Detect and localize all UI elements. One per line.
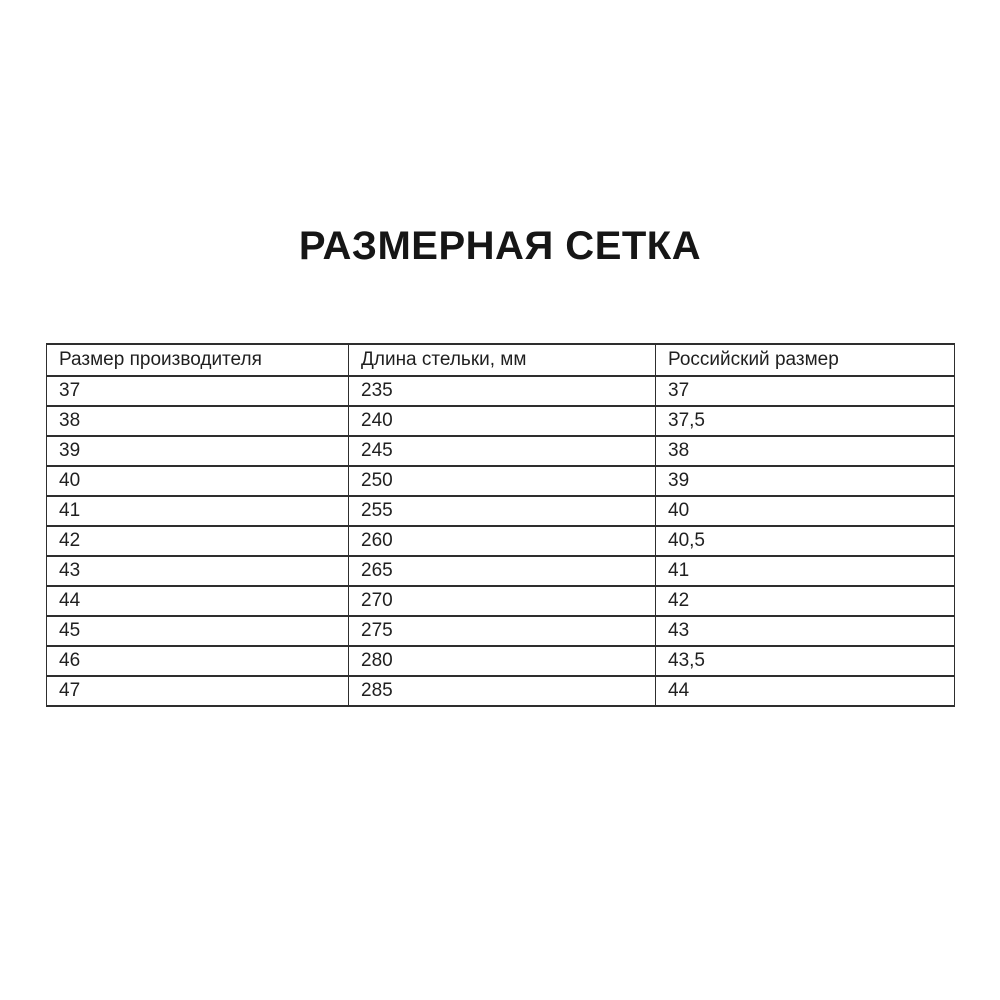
table-row [47,556,955,586]
table-row [47,676,955,706]
size-table [46,343,955,707]
cell-insole-length: 285 [349,676,656,706]
cell-manufacturer-size: 46 [47,646,349,676]
cell-manufacturer-size: 45 [47,616,349,646]
cell-russian-size: 37 [656,376,955,406]
cell-russian-size: 41 [656,556,955,586]
cell-russian-size: 40 [656,496,955,526]
cell-russian-size: 37,5 [656,406,955,436]
cell-russian-size: 40,5 [656,526,955,556]
cell-insole-length: 255 [349,496,656,526]
cell-insole-length: 245 [349,436,656,466]
header-russian-size: Российский размер [656,344,955,376]
cell-russian-size: 43,5 [656,646,955,676]
table-row [47,376,955,406]
cell-russian-size: 43 [656,616,955,646]
cell-insole-length: 240 [349,406,656,436]
cell-insole-length: 235 [349,376,656,406]
cell-insole-length: 280 [349,646,656,676]
cell-manufacturer-size: 42 [47,526,349,556]
cell-manufacturer-size: 47 [47,676,349,706]
table-row [47,496,955,526]
cell-insole-length: 265 [349,556,656,586]
cell-insole-length: 270 [349,586,656,616]
cell-manufacturer-size: 43 [47,556,349,586]
table-row [47,406,955,436]
table-row [47,586,955,616]
table-row [47,466,955,496]
table-row [47,436,955,466]
cell-manufacturer-size: 38 [47,406,349,436]
table-row [47,526,955,556]
cell-russian-size: 42 [656,586,955,616]
table-row [47,646,955,676]
page-title: РАЗМЕРНАЯ СЕТКА [298,224,702,268]
table-row [47,616,955,646]
cell-insole-length: 250 [349,466,656,496]
header-manufacturer-size: Размер производителя [47,344,349,376]
cell-manufacturer-size: 40 [47,466,349,496]
cell-insole-length: 260 [349,526,656,556]
cell-russian-size: 39 [656,466,955,496]
cell-manufacturer-size: 39 [47,436,349,466]
cell-russian-size: 44 [656,676,955,706]
size-table-body [47,376,955,706]
table-header-row [47,344,955,376]
cell-manufacturer-size: 44 [47,586,349,616]
cell-manufacturer-size: 37 [47,376,349,406]
header-insole-length: Длина стельки, мм [349,344,656,376]
cell-insole-length: 275 [349,616,656,646]
cell-manufacturer-size: 41 [47,496,349,526]
cell-russian-size: 38 [656,436,955,466]
